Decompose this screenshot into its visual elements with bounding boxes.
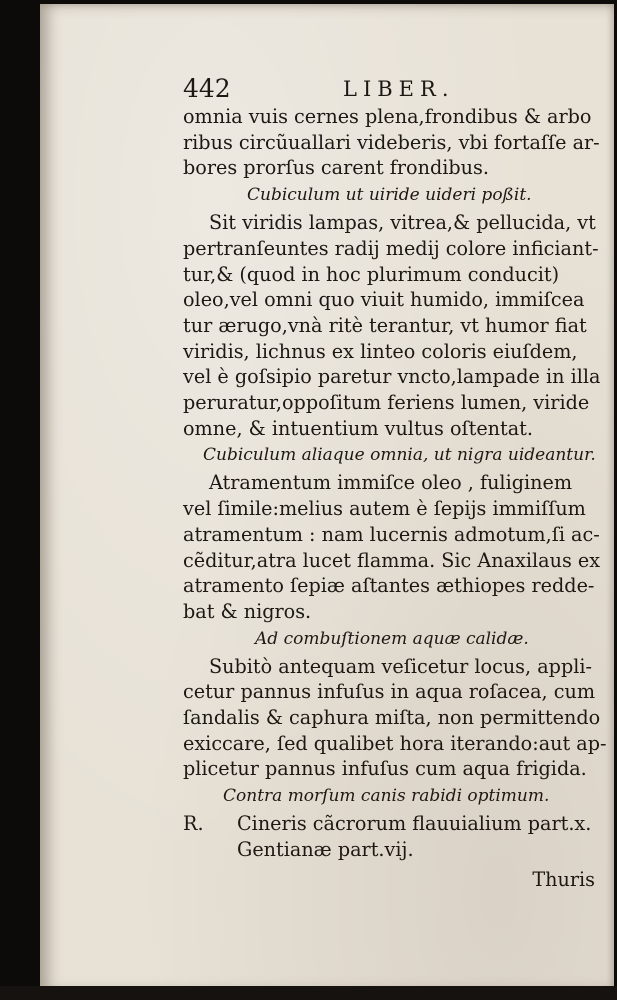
- text-line: Cineris cãcrorum flauuialium part.x.: [237, 812, 592, 836]
- section-green-room: [183, 181, 601, 441]
- text-line: Gentianæ part.vij.: [237, 837, 414, 861]
- text-line: ribus circũuallari videberis, vbi fortaſſe ar-: [183, 130, 600, 154]
- text-line: tur ærugo,vnà ritè terantur, vt humor fiat: [183, 313, 587, 337]
- section-heading: Cubiculum aliaque omnia, ut nigra uideantur.: [203, 445, 596, 466]
- page-number: 442: [183, 74, 231, 103]
- section-heading: Contra morſum canis rabidi optimum.: [223, 786, 550, 807]
- passage-continuation: [183, 104, 600, 181]
- section-heading: Cubiculum ut uiride uideri poßit.: [247, 185, 532, 206]
- page-text-block: [183, 74, 607, 893]
- recipe-line: [183, 811, 595, 837]
- text-line: oleo,vel omni quo viuit humido, immiſcea: [183, 288, 585, 312]
- text-line: tur,& (quod in hoc plurimum conducit): [183, 262, 560, 286]
- section-dog-bite-remedy: [183, 782, 595, 862]
- text-line: atramentum : nam lucernis admotum,ſi ac-: [183, 522, 600, 546]
- text-line: peruratur,oppoſitum feriens lumen, viride: [183, 391, 590, 415]
- text-line: bat & nigros.: [183, 599, 312, 623]
- text-line: viridis, lichnus ex linteo coloris eiuſdem,: [183, 339, 578, 363]
- scan-bottom-edge: [0, 986, 617, 1000]
- text-line: plicetur pannus infuſus cum aqua frigida.: [183, 757, 587, 781]
- section-black-room: [183, 441, 601, 624]
- text-line: bores prorſus carent frondibus.: [183, 156, 489, 180]
- text-line: Atramentum immiſce oleo , fuliginem: [209, 471, 573, 495]
- running-head: LIBER.: [343, 77, 455, 101]
- text-line: atramento ſepiæ aſtantes æthiopes redde-: [183, 574, 595, 598]
- text-line: Sit viridis lampas, vitrea,& pellucida, vt: [209, 211, 596, 235]
- text-line: vel ſimile:melius autem è ſepijs immiſſum: [183, 497, 586, 521]
- section-burn-remedy: [183, 625, 607, 783]
- text-line: pertranſeuntes radij medij colore inficiant-: [183, 236, 599, 260]
- recipe-mark: R.: [183, 812, 204, 836]
- text-line: ſandalis & caphura miſta, non permittendo: [183, 706, 601, 730]
- section-heading: Ad combuſtionem aquæ calidæ.: [255, 628, 529, 649]
- catchword: Thuris: [532, 867, 595, 891]
- text-line: Subitò antequam veſicetur locus, appli-: [209, 654, 592, 678]
- text-line: omnia vuis cernes plena,frondibus & arbo: [183, 105, 592, 128]
- page-header: [183, 74, 595, 104]
- text-line: omne, & intuentium vultus oſtentat.: [183, 416, 533, 440]
- text-line: vel è goſsipio paretur vncto,lampade in illa: [183, 365, 601, 389]
- text-line: exiccare, ſed qualibet hora iterando:aut ap-: [183, 731, 607, 755]
- text-line: cẽditur,atra lucet flamma. Sic Anaxilaus ex: [183, 548, 601, 572]
- text-line: cetur pannus infuſus in aqua roſacea, cum: [183, 680, 596, 704]
